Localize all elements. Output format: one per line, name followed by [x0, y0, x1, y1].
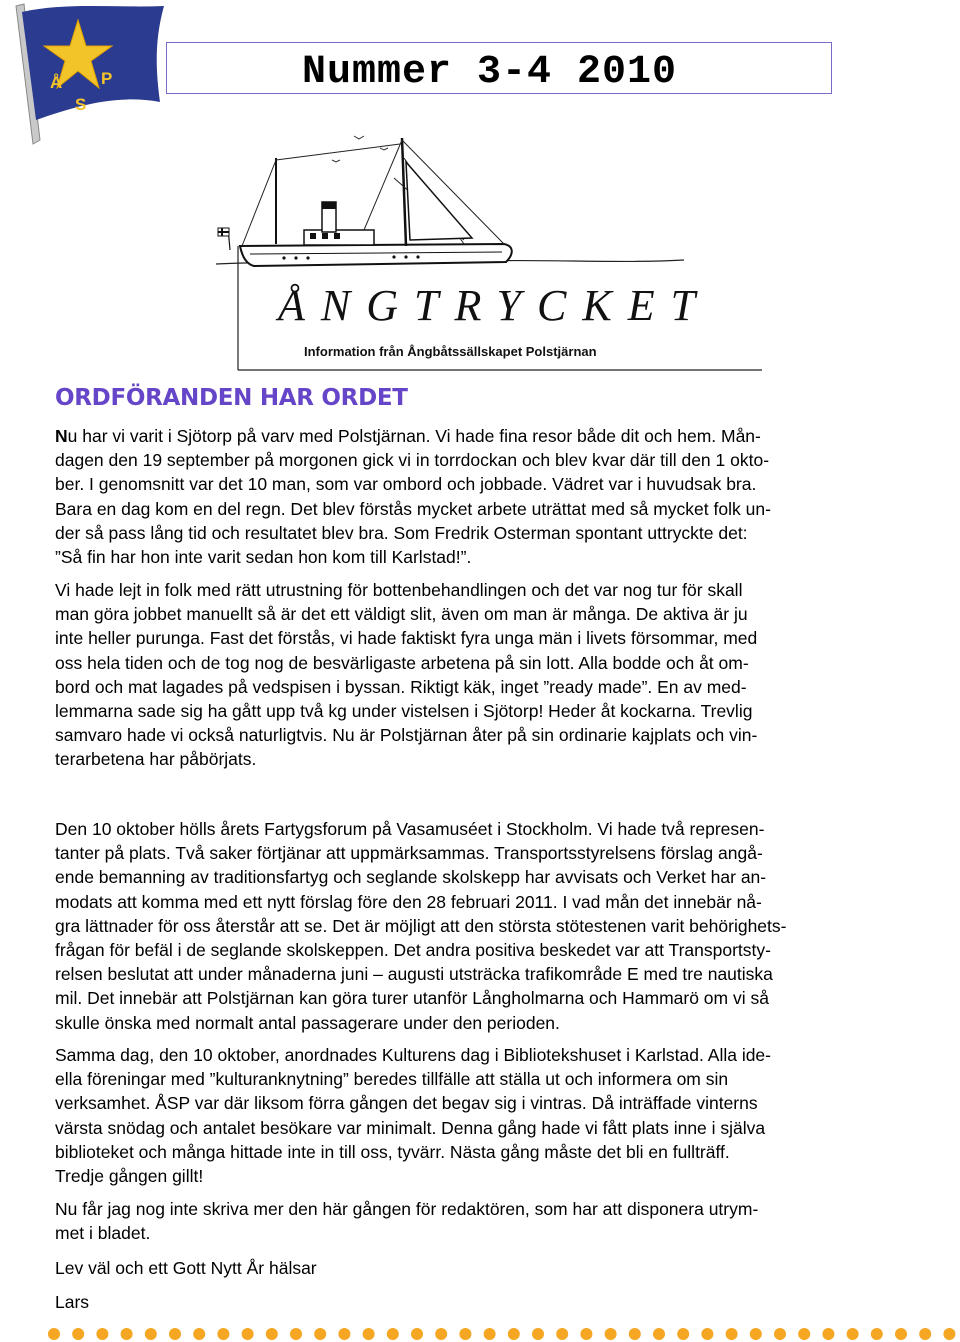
text-line: modats att komma med ett nytt förslag före den 28 februari 2011. I vad mån det innebär nå- [55, 891, 762, 912]
text-line: terarbetena har påbörjats. [55, 749, 257, 770]
text-line: tanter på plats. Två saker förtjänar att uppmärksammas. Transportsstyrelsens förslag angå- [55, 843, 763, 864]
footer-dot [484, 1328, 496, 1340]
footer-dot [290, 1328, 302, 1340]
footer-dot [387, 1328, 399, 1340]
text-line: ber. I genomsnitt var det 10 man, som var ombord och jobbade. Vädret var i huvudsak bra. [55, 474, 757, 495]
footer-dot [556, 1328, 568, 1340]
bird-icon [354, 136, 364, 139]
bird-icon [380, 148, 388, 150]
paragraph-1 [55, 424, 925, 569]
text-line [55, 424, 925, 448]
text-line: Lev väl och ett Gott Nytt År hälsar [55, 1258, 317, 1278]
text-line: samvaro hade vi också naturligtvis. Nu är Polstjärnan åter på sin ordinarie kajplats och vin- [55, 725, 758, 746]
text-line: värsta snödag och antalet besökare var minimalt. Denna gång hade vi fått plats inne i själva [55, 1117, 766, 1138]
footer-dot [847, 1328, 859, 1340]
flag-cloth [22, 6, 164, 120]
text-line: gra lättnader för oss återstår att se. Det är möjligt att den största stötestenen varit behörighets- [55, 915, 787, 936]
footer-dot [895, 1328, 907, 1340]
section-heading: ORDFÖRANDEN HAR ORDET [55, 385, 408, 411]
masthead-illustration [214, 118, 762, 378]
footer-dot [411, 1328, 423, 1340]
text-line: ende bemanning av traditionsfartyg och seglande skolskepp har avvisats och Verket har an- [55, 867, 767, 888]
footer-dot [266, 1328, 278, 1340]
footer-dot [871, 1328, 883, 1340]
footer-dot [217, 1328, 229, 1340]
footer-dot [338, 1328, 350, 1340]
footer-dot [943, 1328, 955, 1340]
footer-dot [726, 1328, 738, 1340]
ship-hull [240, 244, 512, 266]
flag-letter-s: S [75, 95, 87, 114]
text-line: dagen den 19 september på morgonen gick vi in torrdockan och blev kvar där till den 1 okto- [55, 450, 770, 471]
text-line: lemmarna sade sig ha gått upp två kg under vistelsen i Sjötorp! Heder åt kockarna. Trevlig [55, 701, 753, 722]
paragraph-4 [55, 1043, 925, 1188]
footer-dot [459, 1328, 471, 1340]
text-line: Tredje gången gillt! [55, 1166, 204, 1187]
text-line: Lars [55, 1292, 90, 1312]
club-flag-logo [6, 2, 166, 147]
front-mast [402, 138, 406, 246]
footer-dot [72, 1328, 84, 1340]
footer-dot [121, 1328, 133, 1340]
text-line: met i bladet. [55, 1223, 151, 1244]
text-line: verksamhet. ÅSP var där liksom förra gången det begav sig i vintras. Då inträffade vinterns [55, 1093, 758, 1114]
footer-dot-border [44, 1326, 960, 1342]
footer-dot [701, 1328, 713, 1340]
dropcap: N [55, 426, 68, 446]
footer-dot [605, 1328, 617, 1340]
footer-dot [314, 1328, 326, 1340]
text-line: relsen beslutat att under månaderna juni – augusti utsträcka trafikområde E med tre nautiska [55, 964, 773, 985]
footer-dot [919, 1328, 931, 1340]
flag-letter-p: P [101, 69, 113, 88]
footer-dot [677, 1328, 689, 1340]
footer-dot [48, 1328, 60, 1340]
bird-icon [332, 160, 340, 162]
flag-letter-a: Å [50, 73, 63, 92]
footer-dot [169, 1328, 181, 1340]
line-text: u har vi varit i Sjötorp på varv med Polstjärnan. Vi hade fina resor både dit och hem. Mån- [67, 426, 761, 446]
issue-title: Nummer 3-4 2010 [302, 50, 678, 95]
text-line: skulle önska med normalt antal passagerare under den perioden. [55, 1012, 560, 1033]
stern-flag-icon [218, 228, 230, 250]
footer-dot [629, 1328, 641, 1340]
footer-dot [798, 1328, 810, 1340]
signature [55, 1290, 925, 1314]
footer-dot [363, 1328, 375, 1340]
text-line: inte heller purunga. Fast det förstås, vi hade faktiskt fyra unga män i livets försommar, med [55, 628, 758, 649]
text-line: Den 10 oktober hölls årets Fartygsforum på Vasamuséet i Stockholm. Vi hade två represen- [55, 819, 765, 839]
masthead-subtitle: Information från Ångbåtssällskapet Polstjärnan [304, 344, 597, 359]
footer-dot [774, 1328, 786, 1340]
paragraph-2 [55, 578, 925, 772]
paragraph-3 [55, 817, 925, 1035]
text-line: Vi hade lejt in folk med rätt utrustning för bottenbehandlingen och det var nog tur för skall [55, 580, 743, 600]
footer-dot [532, 1328, 544, 1340]
text-line: biblioteket och många hittade inte in till oss, tyvärr. Nästa gång måste det bli en fullträff. [55, 1141, 730, 1162]
footer-dot [508, 1328, 520, 1340]
text-line: frågan för befäl i de seglande skolskeppen. Det andra positiva beskedet var att Transportsty- [55, 940, 771, 961]
footer-dot [435, 1328, 447, 1340]
text-line: bord och mat lagades på vedspisen i byssan. Riktigt käk, inget ”ready made”. En av med- [55, 676, 747, 697]
text-line: oss hela tiden och de tog nog de besvärligaste arbetena på sin lott. Alla bodde och åt om- [55, 652, 749, 673]
text-line: Nu får jag nog inte skriva mer den här gången för redaktören, som har att disponera utrym- [55, 1199, 759, 1219]
text-line: Bara en dag kom en del regn. Det blev förstås mycket arbete uträttat med så mycket folk un- [55, 498, 771, 519]
paragraph-5 [55, 1197, 925, 1245]
text-line: ella föreningar med ”kulturanknytning” beredes tillfälle att ställa ut och informera om sin [55, 1069, 729, 1090]
masthead-title: ÅNGTRYCKET [278, 281, 712, 330]
footer-dot [96, 1328, 108, 1340]
closing-greeting [55, 1256, 925, 1280]
text-line: Samma dag, den 10 oktober, anordnades Kulturens dag i Bibliotekshuset i Karlstad. Alla ide- [55, 1045, 771, 1065]
footer-dot [750, 1328, 762, 1340]
footer-dot [242, 1328, 254, 1340]
text-line: der så pass lång tid och resultatet blev bra. Som Fredrik Osterman spontant uttryckte det: [55, 522, 748, 543]
footer-dot [822, 1328, 834, 1340]
text-line: ”Så fin har hon inte varit sedan hon kom till Karlstad!”. [55, 547, 472, 568]
footer-dot [580, 1328, 592, 1340]
footer-dot [193, 1328, 205, 1340]
footer-dot [653, 1328, 665, 1340]
text-line: mil. Det innebär att Polstjärnan kan göra turer utanför Långholmarna och Hammarö om vi så [55, 988, 769, 1009]
footer-dot [145, 1328, 157, 1340]
text-line: man göra jobbet manuellt så är det ett väldigt slit, även om man är många. De aktiva är ju [55, 604, 748, 625]
